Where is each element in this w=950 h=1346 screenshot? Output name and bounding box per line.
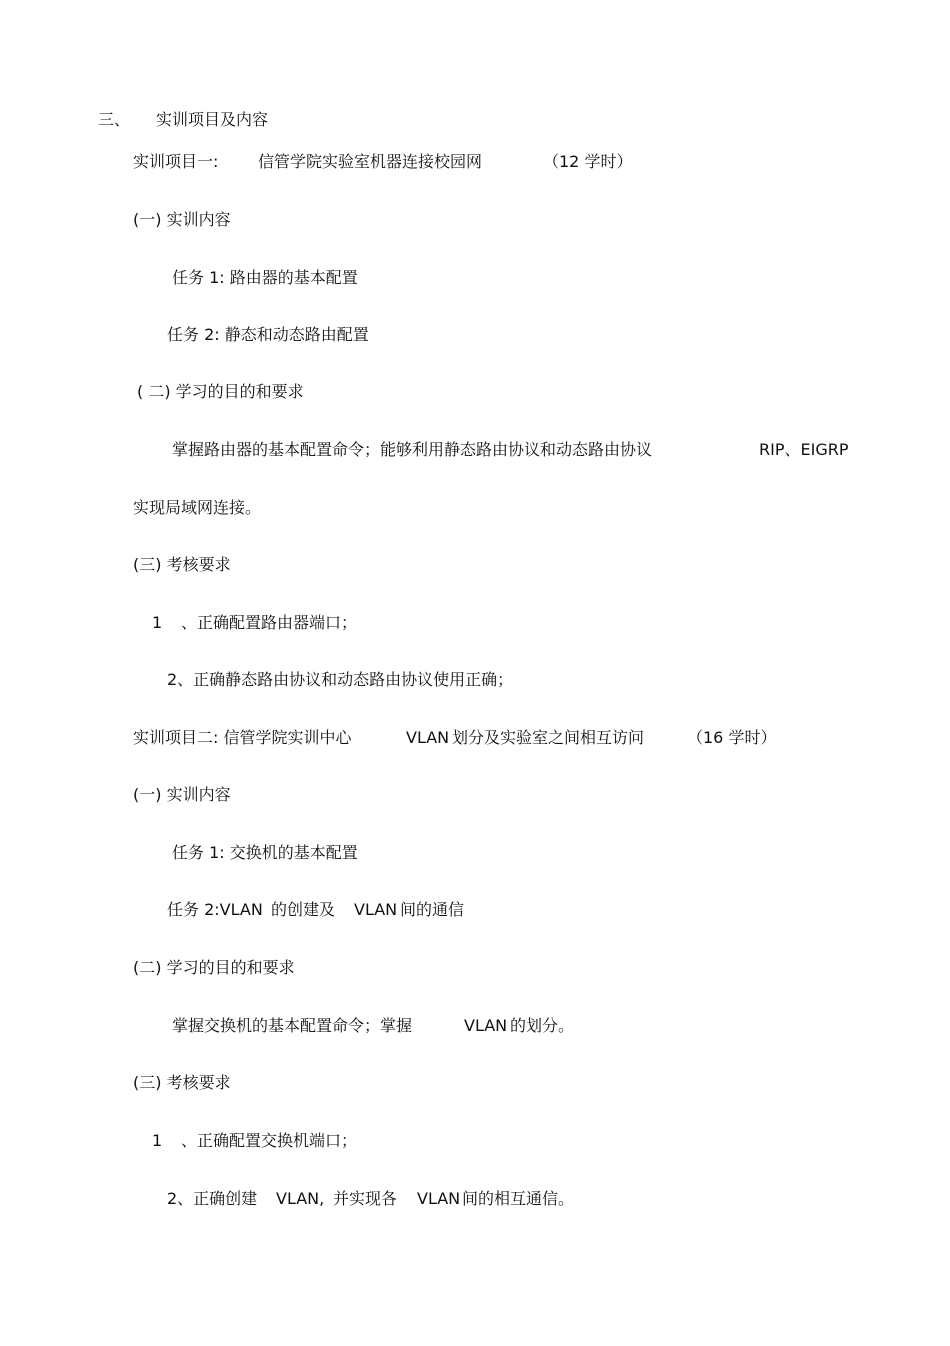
project1-hours: （12 学时） [543,152,633,171]
section-title: 实训项目及内容 [156,110,269,129]
project2-goal-heading: (二) 学习的目的和要求 [133,958,295,977]
project2-goal-a: 掌握交换机的基本配置命令；掌握 [172,1016,413,1035]
project2-assess2-e: 间的相互通信。 [462,1189,575,1208]
project2-task2-c: VLAN [354,900,398,919]
project2-assess1 [0,1131,950,1151]
project2-task2-d: 间的通信 [400,900,465,919]
project2-vlan: VLAN [406,728,450,747]
project2-task2 [0,900,950,920]
project1-task1: 任务 1: 路由器的基本配置 [172,268,358,287]
project1-assess1 [0,613,950,633]
project2-title-line [0,728,950,748]
project1-assess2: 2、正确静态路由协议和动态路由协议使用正确； [167,670,514,689]
project2-task2-b: 的创建及 [271,900,336,919]
project2-assess2-c: 并实现各 [333,1189,398,1208]
project2-task2-a: 任务 2:VLAN [167,900,263,919]
project2-assess1-num: 1 [152,1131,163,1150]
project2-goal-c: 的划分。 [510,1016,575,1035]
project2-assess2 [0,1189,950,1209]
section-number: 三、 [98,110,131,129]
project1-title: 实训项目一: [133,152,219,171]
project1-name: 信管学院实验室机器连接校园网 [258,152,483,171]
project1-goal-text: 掌握路由器的基本配置命令；能够利用静态路由协议和动态路由协议 [172,440,653,459]
project2-assess2-a: 2、正确创建 [167,1189,258,1208]
project2-assess2-b: VLAN, [276,1189,325,1208]
project2-content-heading: (一) 实训内容 [133,785,231,804]
project1-assess1-num: 1 [152,613,163,632]
project1-goal-line [0,440,950,460]
section-heading [0,110,950,130]
project1-assess-heading: (三) 考核要求 [133,555,231,574]
project1-content-heading: (一) 实训内容 [133,210,231,229]
project2-goal-line [0,1016,950,1036]
project2-hours: （16 学时） [687,728,777,747]
project1-goal-heading: ( 二) 学习的目的和要求 [137,382,304,401]
project2-assess1-text: 、正确配置交换机端口； [181,1131,358,1150]
project2-task1: 任务 1: 交换机的基本配置 [172,843,358,862]
project1-goal-protocols: RIP、EIGRP [759,440,849,459]
project2-title: 实训项目二: 信管学院实训中心 [133,728,352,747]
project1-assess1-text: 、正确配置路由器端口； [181,613,358,632]
project2-assess2-d: VLAN [417,1189,461,1208]
project2-assess-heading: (三) 考核要求 [133,1073,231,1092]
project2-name: 划分及实验室之间相互访问 [452,728,645,747]
project1-task2: 任务 2: 静态和动态路由配置 [167,325,369,344]
project2-goal-b: VLAN [464,1016,508,1035]
project1-goal-continuation: 实现局域网连接。 [133,498,262,517]
project1-title-line [0,152,950,172]
